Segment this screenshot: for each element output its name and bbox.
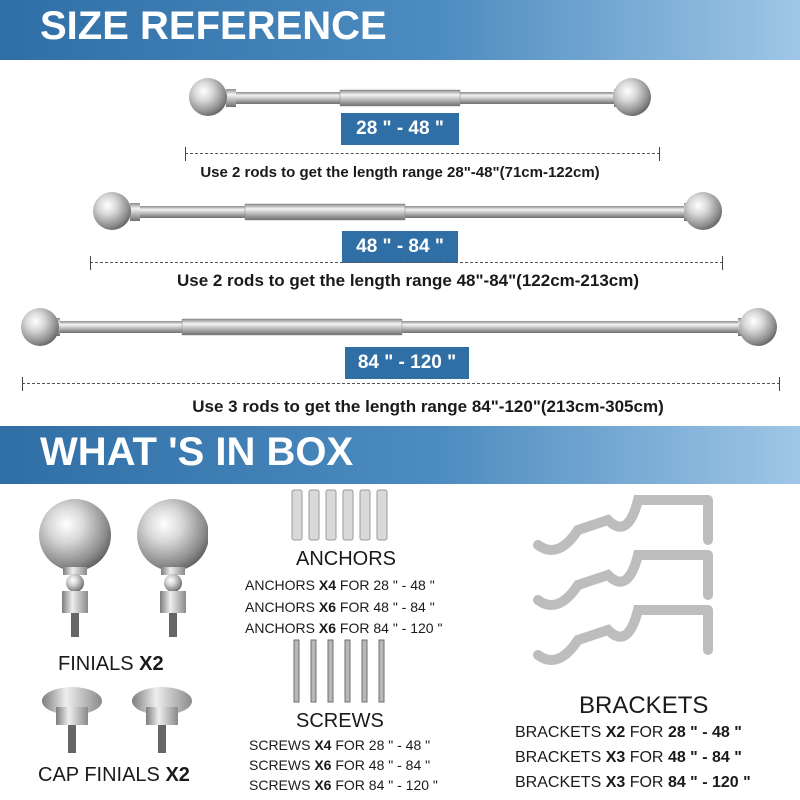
rod-caption: Use 3 rods to get the length range 84"-120"(213cm-305cm) [192, 397, 664, 416]
measure-line [22, 383, 780, 385]
anchors-title: ANCHORS [296, 548, 397, 570]
brackets-line: BRACKETS X3 FOR 48 " - 84 " [515, 749, 742, 766]
rod-84-120 [0, 296, 800, 426]
screws-line: SCREWS X6 FOR 48 " - 84 " [249, 757, 431, 773]
size-badge: 48 " - 84 " [342, 231, 458, 263]
rod-caption: Use 2 rods to get the length range 48"-84"(122cm-213cm) [176, 271, 640, 290]
anchors-line: ANCHORS X4 FOR 28 " - 48 " [245, 577, 435, 593]
brackets-title: BRACKETS [579, 692, 709, 719]
measure-line [185, 153, 660, 155]
finials-image [18, 495, 208, 645]
rod-caption: Use 2 rods to get the length range 28"-48"(71cm-122cm) [200, 164, 600, 181]
screws-line: SCREWS X4 FOR 28 " - 48 " [249, 737, 431, 753]
whats-in-box-banner [0, 426, 800, 484]
size-badge: 28 " - 48 " [341, 113, 459, 145]
screws-title: SCREWS [296, 710, 384, 732]
cap-finials-label: CAP FINIALS X2 [38, 764, 190, 786]
size-badge: 84 " - 120 " [345, 347, 469, 379]
rod-48-84 [0, 182, 800, 302]
measure-line [90, 262, 723, 264]
section-title: SIZE REFERENCE [40, 4, 387, 48]
size-reference-banner [0, 0, 800, 60]
screws-line: SCREWS X6 FOR 84 " - 120 " [249, 777, 438, 793]
anchors-image [288, 488, 408, 548]
anchors-line: ANCHORS X6 FOR 48 " - 84 " [245, 599, 435, 615]
anchors-line: ANCHORS X6 FOR 84 " - 120 " [245, 620, 443, 636]
section-title: WHAT 'S IN BOX [40, 430, 354, 474]
brackets-line: BRACKETS X3 FOR 84 " - 120 " [515, 774, 751, 791]
screws-image [288, 638, 408, 708]
rod-28-48 [0, 68, 800, 188]
finials-label: FINIALS X2 [58, 653, 164, 675]
cap-finials-image [30, 685, 200, 757]
brackets-image [518, 490, 728, 690]
brackets-line: BRACKETS X2 FOR 28 " - 48 " [515, 724, 742, 741]
